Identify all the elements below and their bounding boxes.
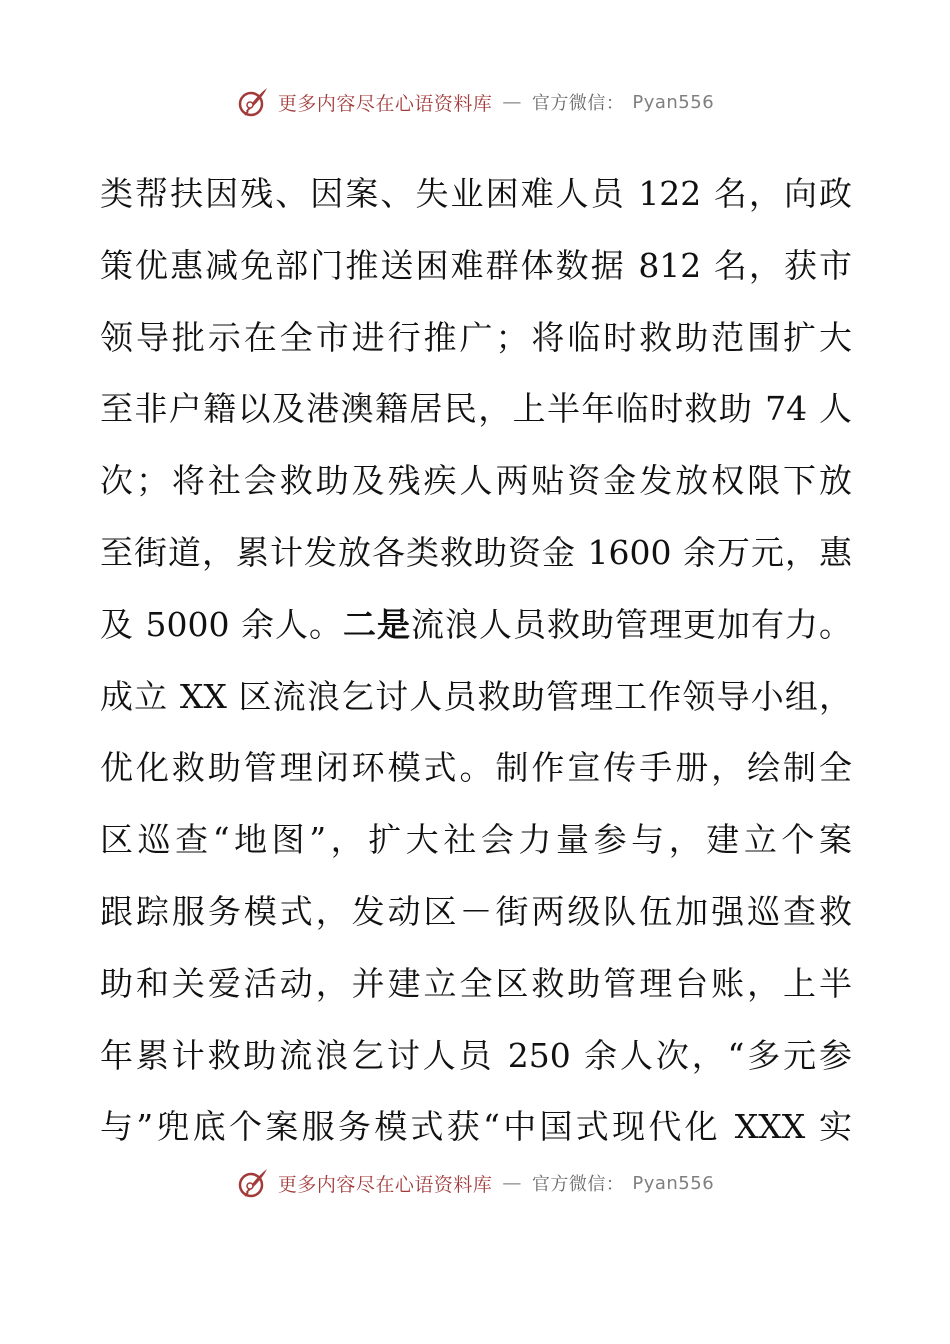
body-line: 优化救助管理闭环模式。制作宣传手册，绘制全 [100, 748, 852, 788]
body-line: 区巡查“地图”，扩大社会力量参与，建立个案 [100, 820, 852, 860]
body-line: 至街道，累计发放各类救助资金 1600 余万元，惠 [100, 532, 852, 572]
section-marker-bold: 二是 [342, 604, 411, 644]
watermark-wechat-label: 官方微信： [531, 93, 625, 114]
body-line-with-heading [100, 589, 852, 661]
body-line: 跟踪服务模式，发动区－街两级队伍加强巡查救 [100, 891, 852, 931]
watermark-wechat-id: Pyan556 [632, 1172, 715, 1194]
watermark-main-text: 更多内容尽在心语资料库 [277, 1173, 493, 1196]
quill-pen-logo-icon [236, 1166, 270, 1200]
quill-pen-logo-icon [236, 85, 270, 119]
body-line-post: 流浪人员救助管理更加有力。 [411, 604, 852, 644]
watermark-dash: — [502, 91, 522, 113]
body-line: 助和关爱活动，并建立全区救助管理台账，上半 [100, 963, 852, 1003]
body-line: 至非户籍以及港澳籍居民，上半年临时救助 74 人 [100, 389, 852, 429]
footer-watermark [0, 1163, 950, 1203]
watermark-dash: — [502, 1172, 522, 1194]
document-body [100, 158, 852, 1163]
body-line: 领导批示在全市进行推广；将临时救助范围扩大 [100, 317, 852, 357]
body-line: 成立 XX 区流浪乞讨人员救助管理工作领导小组， [100, 676, 852, 716]
body-line: 次；将社会救助及残疾人两贴资金发放权限下放 [100, 461, 852, 501]
body-line-pre: 及 5000 余人。 [100, 604, 343, 644]
watermark-wechat-label: 官方微信： [531, 1174, 625, 1195]
body-line: 类帮扶因残、因案、失业困难人员 122 名，向政 [100, 174, 852, 213]
header-watermark [0, 82, 950, 122]
body-line: 年累计救助流浪乞讨人员 250 余人次，“多元参 [100, 1035, 852, 1075]
body-line: 策优惠减免部门推送困难群体数据 812 名，获市 [100, 245, 852, 285]
watermark-main-text: 更多内容尽在心语资料库 [277, 92, 493, 115]
body-line: 与”兜底个案服务模式获“中国式现代化 XXX 实 [100, 1107, 852, 1147]
watermark-wechat-id: Pyan556 [632, 91, 715, 113]
